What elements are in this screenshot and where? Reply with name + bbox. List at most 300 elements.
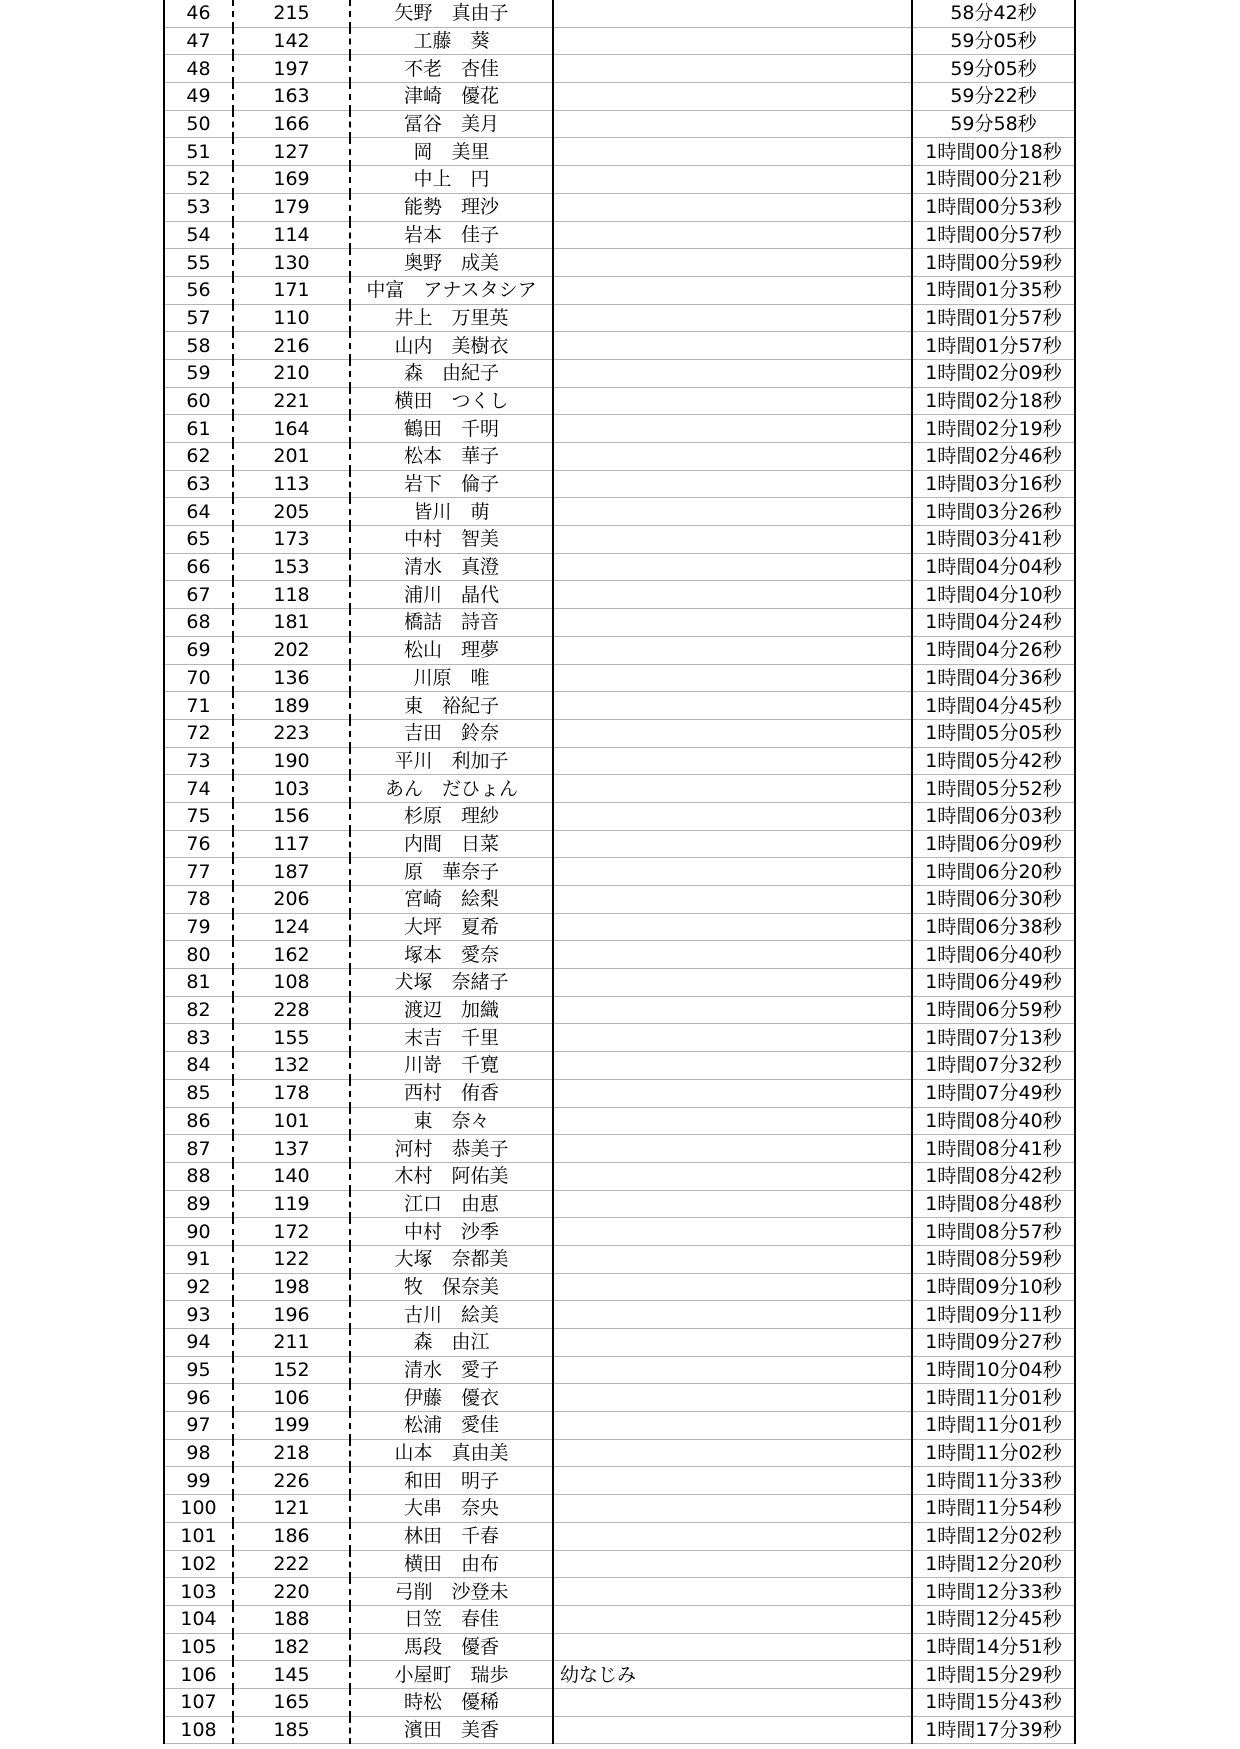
table-row [164,969,1075,997]
table-row [164,664,1075,692]
bib-number-cell: 156 [233,802,350,830]
rank-cell: 54 [164,221,233,249]
note-cell [553,719,912,747]
finish-time-cell: 1時間06分59秒 [912,996,1075,1024]
bib-number-cell: 119 [233,1190,350,1218]
finish-time-cell: 1時間02分09秒 [912,359,1075,387]
runner-name-cell: 内間 日菜 [350,830,553,858]
runner-name-cell: 中富 アナスタシア [350,276,553,304]
runner-name-cell: 犬塚 奈緒子 [350,969,553,997]
runner-name-cell: 原 華奈子 [350,858,553,886]
finish-time-cell: 1時間05分42秒 [912,747,1075,775]
bib-number-cell: 181 [233,609,350,637]
bib-number-cell: 220 [233,1578,350,1606]
rank-cell: 97 [164,1412,233,1440]
note-cell [553,775,912,803]
rank-cell: 96 [164,1384,233,1412]
table-row [164,719,1075,747]
table-row [164,1079,1075,1107]
table-row [164,1716,1075,1744]
finish-time-cell: 1時間11分01秒 [912,1412,1075,1440]
table-row [164,996,1075,1024]
rank-cell: 93 [164,1301,233,1329]
note-cell [553,110,912,138]
bib-number-cell: 137 [233,1135,350,1163]
table-row [164,498,1075,526]
bib-number-cell: 205 [233,498,350,526]
rank-cell: 75 [164,802,233,830]
runner-name-cell: 冨谷 美月 [350,110,553,138]
runner-name-cell: 濱田 美香 [350,1716,553,1744]
note-cell [553,276,912,304]
rank-cell: 86 [164,1107,233,1135]
runner-name-cell: 矢野 真由子 [350,0,553,27]
finish-time-cell: 1時間06分30秒 [912,886,1075,914]
bib-number-cell: 130 [233,249,350,277]
table-row [164,1439,1075,1467]
finish-time-cell: 1時間06分09秒 [912,830,1075,858]
results-sheet [163,0,1076,1744]
bib-number-cell: 122 [233,1245,350,1273]
note-cell [553,443,912,471]
finish-time-cell: 1時間11分33秒 [912,1467,1075,1495]
runner-name-cell: 大串 奈央 [350,1495,553,1523]
table-row [164,1162,1075,1190]
note-cell [553,1412,912,1440]
runner-name-cell: 杉原 理紗 [350,802,553,830]
finish-time-cell: 1時間12分45秒 [912,1605,1075,1633]
note-cell [553,1439,912,1467]
bib-number-cell: 121 [233,1495,350,1523]
runner-name-cell: 伊藤 優衣 [350,1384,553,1412]
runner-name-cell: 岡 美里 [350,138,553,166]
rank-cell: 57 [164,304,233,332]
finish-time-cell: 58分42秒 [912,0,1075,27]
table-row [164,1218,1075,1246]
runner-name-cell: 松山 理夢 [350,636,553,664]
rank-cell: 103 [164,1578,233,1606]
table-row [164,747,1075,775]
rank-cell: 76 [164,830,233,858]
runner-name-cell: 能勢 理沙 [350,193,553,221]
rank-cell: 64 [164,498,233,526]
rank-cell: 53 [164,193,233,221]
note-cell [553,996,912,1024]
rank-cell: 101 [164,1522,233,1550]
rank-cell: 49 [164,83,233,111]
bib-number-cell: 113 [233,470,350,498]
finish-time-cell: 1時間02分18秒 [912,387,1075,415]
table-row [164,0,1075,27]
note-cell [553,802,912,830]
runner-name-cell: 鶴田 千明 [350,415,553,443]
runner-name-cell: 木村 阿佑美 [350,1162,553,1190]
finish-time-cell: 1時間01分57秒 [912,332,1075,360]
note-cell [553,415,912,443]
note-cell [553,692,912,720]
bib-number-cell: 145 [233,1661,350,1689]
bib-number-cell: 178 [233,1079,350,1107]
bib-number-cell: 140 [233,1162,350,1190]
note-cell [553,1716,912,1744]
table-row [164,1024,1075,1052]
note-cell [553,1329,912,1357]
note-cell [553,526,912,554]
note-cell [553,221,912,249]
rank-cell: 71 [164,692,233,720]
rank-cell: 74 [164,775,233,803]
table-row [164,1495,1075,1523]
bib-number-cell: 223 [233,719,350,747]
rank-cell: 48 [164,55,233,83]
results-table [163,0,1076,1744]
finish-time-cell: 1時間15分43秒 [912,1688,1075,1716]
table-row [164,886,1075,914]
runner-name-cell: 中村 沙季 [350,1218,553,1246]
runner-name-cell: 中上 円 [350,166,553,194]
finish-time-cell: 1時間01分57秒 [912,304,1075,332]
runner-name-cell: 森 由紀子 [350,359,553,387]
finish-time-cell: 1時間12分20秒 [912,1550,1075,1578]
runner-name-cell: 林田 千春 [350,1522,553,1550]
table-row [164,775,1075,803]
table-row [164,830,1075,858]
table-row [164,526,1075,554]
note-cell [553,166,912,194]
note-cell [553,1190,912,1218]
rank-cell: 99 [164,1467,233,1495]
table-row [164,387,1075,415]
note-cell [553,969,912,997]
note-cell [553,581,912,609]
bib-number-cell: 201 [233,443,350,471]
table-row [164,609,1075,637]
bib-number-cell: 153 [233,553,350,581]
rank-cell: 46 [164,0,233,27]
table-row [164,83,1075,111]
bib-number-cell: 185 [233,1716,350,1744]
rank-cell: 56 [164,276,233,304]
note-cell [553,1135,912,1163]
note-cell [553,1688,912,1716]
runner-name-cell: 横田 由布 [350,1550,553,1578]
rank-cell: 91 [164,1245,233,1273]
table-row [164,858,1075,886]
runner-name-cell: 吉田 鈴奈 [350,719,553,747]
table-row [164,1633,1075,1661]
runner-name-cell: 江口 由恵 [350,1190,553,1218]
bib-number-cell: 199 [233,1412,350,1440]
bib-number-cell: 103 [233,775,350,803]
rank-cell: 88 [164,1162,233,1190]
bib-number-cell: 189 [233,692,350,720]
finish-time-cell: 1時間02分46秒 [912,443,1075,471]
runner-name-cell: 井上 万里英 [350,304,553,332]
finish-time-cell: 1時間00分57秒 [912,221,1075,249]
finish-time-cell: 1時間12分02秒 [912,1522,1075,1550]
bib-number-cell: 118 [233,581,350,609]
bib-number-cell: 202 [233,636,350,664]
bib-number-cell: 114 [233,221,350,249]
finish-time-cell: 1時間00分59秒 [912,249,1075,277]
table-row [164,304,1075,332]
note-cell [553,470,912,498]
bib-number-cell: 187 [233,858,350,886]
runner-name-cell: 弓削 沙登未 [350,1578,553,1606]
rank-cell: 68 [164,609,233,637]
bib-number-cell: 110 [233,304,350,332]
note-cell [553,332,912,360]
table-row [164,581,1075,609]
finish-time-cell: 59分22秒 [912,83,1075,111]
note-cell [553,498,912,526]
finish-time-cell: 59分58秒 [912,110,1075,138]
finish-time-cell: 1時間08分59秒 [912,1245,1075,1273]
finish-time-cell: 1時間11分01秒 [912,1384,1075,1412]
runner-name-cell: 清水 真澄 [350,553,553,581]
rank-cell: 100 [164,1495,233,1523]
table-row [164,913,1075,941]
note-cell [553,609,912,637]
table-row [164,636,1075,664]
rank-cell: 82 [164,996,233,1024]
rank-cell: 87 [164,1135,233,1163]
table-row [164,359,1075,387]
table-row [164,1190,1075,1218]
finish-time-cell: 1時間06分20秒 [912,858,1075,886]
note-cell [553,1550,912,1578]
finish-time-cell: 1時間08分42秒 [912,1162,1075,1190]
note-cell [553,664,912,692]
bib-number-cell: 169 [233,166,350,194]
rank-cell: 50 [164,110,233,138]
rank-cell: 79 [164,913,233,941]
runner-name-cell: 不老 杏佳 [350,55,553,83]
bib-number-cell: 216 [233,332,350,360]
runner-name-cell: 宮崎 絵梨 [350,886,553,914]
table-row [164,138,1075,166]
runner-name-cell: 工藤 葵 [350,27,553,55]
note-cell [553,1052,912,1080]
rank-cell: 102 [164,1550,233,1578]
rank-cell: 60 [164,387,233,415]
rank-cell: 89 [164,1190,233,1218]
rank-cell: 72 [164,719,233,747]
runner-name-cell: 浦川 晶代 [350,581,553,609]
bib-number-cell: 136 [233,664,350,692]
finish-time-cell: 1時間07分13秒 [912,1024,1075,1052]
note-cell [553,941,912,969]
rank-cell: 83 [164,1024,233,1052]
note-cell [553,1273,912,1301]
results-table-body [164,0,1075,1744]
rank-cell: 94 [164,1329,233,1357]
bib-number-cell: 218 [233,1439,350,1467]
rank-cell: 98 [164,1439,233,1467]
finish-time-cell: 1時間05分52秒 [912,775,1075,803]
table-row [164,1052,1075,1080]
bib-number-cell: 197 [233,55,350,83]
table-row [164,470,1075,498]
rank-cell: 62 [164,443,233,471]
note-cell [553,636,912,664]
rank-cell: 95 [164,1356,233,1384]
runner-name-cell: 山本 真由美 [350,1439,553,1467]
finish-time-cell: 1時間08分40秒 [912,1107,1075,1135]
finish-time-cell: 1時間08分57秒 [912,1218,1075,1246]
bib-number-cell: 142 [233,27,350,55]
table-row [164,166,1075,194]
note-cell [553,1024,912,1052]
finish-time-cell: 1時間08分41秒 [912,1135,1075,1163]
rank-cell: 69 [164,636,233,664]
finish-time-cell: 1時間17分39秒 [912,1716,1075,1744]
runner-name-cell: 岩下 倫子 [350,470,553,498]
runner-name-cell: 馬段 優香 [350,1633,553,1661]
runner-name-cell: 東 裕紀子 [350,692,553,720]
finish-time-cell: 1時間07分32秒 [912,1052,1075,1080]
finish-time-cell: 1時間03分41秒 [912,526,1075,554]
rank-cell: 67 [164,581,233,609]
runner-name-cell: 川原 唯 [350,664,553,692]
bib-number-cell: 173 [233,526,350,554]
table-row [164,802,1075,830]
note-cell [553,1384,912,1412]
bib-number-cell: 210 [233,359,350,387]
runner-name-cell: 橋詰 詩音 [350,609,553,637]
note-cell [553,27,912,55]
table-row [164,1688,1075,1716]
note-cell [553,1079,912,1107]
bib-number-cell: 127 [233,138,350,166]
table-row [164,1356,1075,1384]
runner-name-cell: 末吉 千里 [350,1024,553,1052]
rank-cell: 66 [164,553,233,581]
runner-name-cell: 渡辺 加織 [350,996,553,1024]
bib-number-cell: 215 [233,0,350,27]
runner-name-cell: 牧 保奈美 [350,1273,553,1301]
runner-name-cell: 塚本 愛奈 [350,941,553,969]
table-row [164,193,1075,221]
finish-time-cell: 1時間00分21秒 [912,166,1075,194]
table-row [164,1605,1075,1633]
note-cell [553,83,912,111]
table-row [164,249,1075,277]
finish-time-cell: 59分05秒 [912,27,1075,55]
bib-number-cell: 188 [233,1605,350,1633]
bib-number-cell: 124 [233,913,350,941]
finish-time-cell: 1時間09分27秒 [912,1329,1075,1357]
note-cell [553,304,912,332]
rank-cell: 81 [164,969,233,997]
bib-number-cell: 222 [233,1550,350,1578]
finish-time-cell: 1時間09分11秒 [912,1301,1075,1329]
rank-cell: 47 [164,27,233,55]
rank-cell: 51 [164,138,233,166]
bib-number-cell: 132 [233,1052,350,1080]
rank-cell: 61 [164,415,233,443]
note-cell [553,1578,912,1606]
table-row [164,1384,1075,1412]
note-cell [553,0,912,27]
runner-name-cell: 大坪 夏希 [350,913,553,941]
runner-name-cell: 東 奈々 [350,1107,553,1135]
finish-time-cell: 1時間04分45秒 [912,692,1075,720]
table-row [164,1467,1075,1495]
bib-number-cell: 190 [233,747,350,775]
finish-time-cell: 1時間15分29秒 [912,1661,1075,1689]
note-cell: 幼なじみ [553,1661,912,1689]
finish-time-cell: 1時間09分10秒 [912,1273,1075,1301]
finish-time-cell: 1時間07分49秒 [912,1079,1075,1107]
finish-time-cell: 1時間06分40秒 [912,941,1075,969]
table-row [164,415,1075,443]
runner-name-cell: 古川 絵美 [350,1301,553,1329]
runner-name-cell: 山内 美樹衣 [350,332,553,360]
bib-number-cell: 164 [233,415,350,443]
runner-name-cell: 和田 明子 [350,1467,553,1495]
bib-number-cell: 152 [233,1356,350,1384]
bib-number-cell: 221 [233,387,350,415]
finish-time-cell: 1時間03分26秒 [912,498,1075,526]
table-row [164,941,1075,969]
finish-time-cell: 1時間11分54秒 [912,1495,1075,1523]
finish-time-cell: 1時間10分04秒 [912,1356,1075,1384]
runner-name-cell: 平川 利加子 [350,747,553,775]
bib-number-cell: 182 [233,1633,350,1661]
table-row [164,443,1075,471]
note-cell [553,830,912,858]
bib-number-cell: 172 [233,1218,350,1246]
finish-time-cell: 1時間00分53秒 [912,193,1075,221]
table-row [164,1412,1075,1440]
finish-time-cell: 1時間14分51秒 [912,1633,1075,1661]
rank-cell: 85 [164,1079,233,1107]
rank-cell: 78 [164,886,233,914]
rank-cell: 55 [164,249,233,277]
rank-cell: 80 [164,941,233,969]
runner-name-cell: 奥野 成美 [350,249,553,277]
note-cell [553,1245,912,1273]
note-cell [553,1633,912,1661]
rank-cell: 90 [164,1218,233,1246]
finish-time-cell: 1時間01分35秒 [912,276,1075,304]
note-cell [553,747,912,775]
bib-number-cell: 155 [233,1024,350,1052]
runner-name-cell: 清水 愛子 [350,1356,553,1384]
runner-name-cell: あん だひょん [350,775,553,803]
runner-name-cell: 日笠 春佳 [350,1605,553,1633]
note-cell [553,1218,912,1246]
rank-cell: 107 [164,1688,233,1716]
table-row [164,1135,1075,1163]
bib-number-cell: 106 [233,1384,350,1412]
finish-time-cell: 1時間03分16秒 [912,470,1075,498]
bib-number-cell: 186 [233,1522,350,1550]
table-row [164,692,1075,720]
bib-number-cell: 196 [233,1301,350,1329]
rank-cell: 104 [164,1605,233,1633]
note-cell [553,913,912,941]
bib-number-cell: 171 [233,276,350,304]
bib-number-cell: 206 [233,886,350,914]
note-cell [553,193,912,221]
table-row [164,553,1075,581]
runner-name-cell: 西村 侑香 [350,1079,553,1107]
table-row [164,221,1075,249]
finish-time-cell: 1時間06分38秒 [912,913,1075,941]
runner-name-cell: 岩本 佳子 [350,221,553,249]
